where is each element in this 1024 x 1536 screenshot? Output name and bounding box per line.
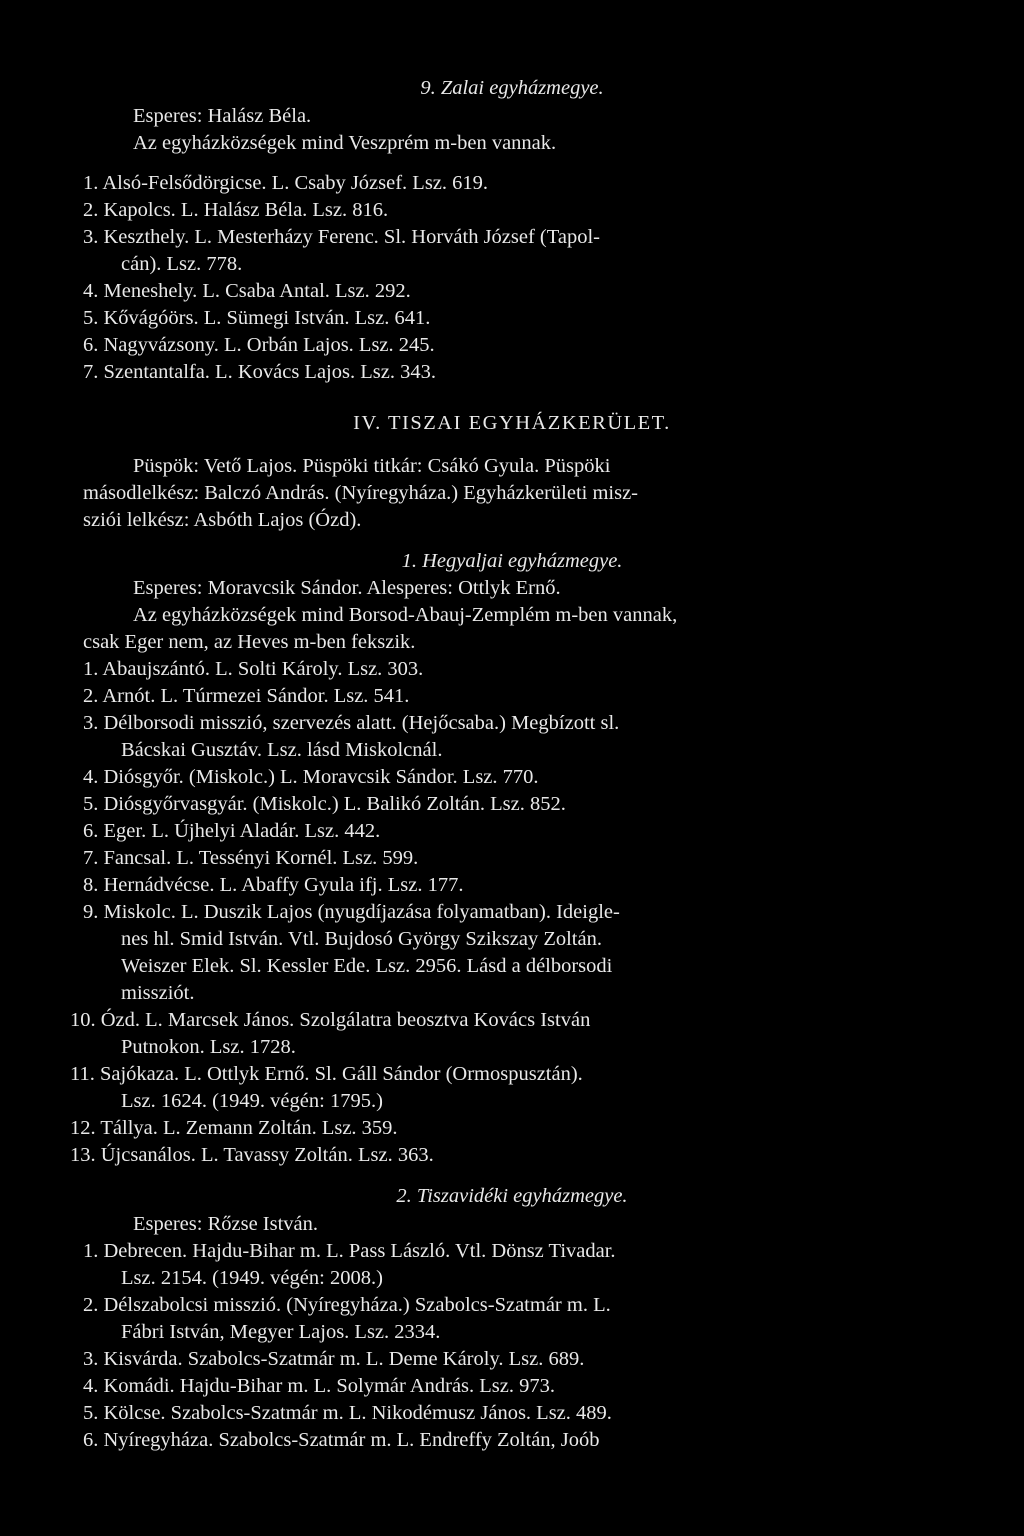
list-item: 1. Alsó-Felsődörgicse. L. Csaby József. Lsz. 619. [83,172,489,194]
text-line: Esperes: Rőzse István. [133,1213,319,1235]
text-line: Esperes: Moravcsik Sándor. Alesperes: Ottlyk Ernő. [133,577,561,599]
list-item: 5. Diósgyőrvasgyár. (Miskolc.) L. Balikó Zoltán. Lsz. 852. [83,793,566,815]
list-item: 3. Délborsodi misszió, szervezés alatt. (Hejőcsaba.) Megbízott sl. [83,712,620,734]
list-item: 2. Arnót. L. Túrmezei Sándor. Lsz. 541. [83,685,410,707]
section-heading: 1. Hegyaljai egyházmegye. [401,550,623,572]
list-item-continuation: Lsz. 2154. (1949. végén: 2008.) [121,1267,383,1289]
list-item-continuation: missziót. [121,982,195,1004]
list-item: 3. Kisvárda. Szabolcs-Szatmár m. L. Deme Károly. Lsz. 689. [83,1348,585,1370]
list-item-continuation: Weiszer Elek. Sl. Kessler Ede. Lsz. 2956. Lásd a délborsodi [121,955,613,977]
list-item-continuation: cán). Lsz. 778. [121,253,243,275]
list-item-continuation: Lsz. 1624. (1949. végén: 1795.) [121,1090,383,1112]
list-item: 3. Keszthely. L. Mesterházy Ferenc. Sl. Horváth József (Tapol- [83,226,600,248]
text-line: másodlelkész: Balczó András. (Nyíregyháza.) Egyházkerületi misz- [83,482,639,504]
list-item: 9. Miskolc. L. Duszik Lajos (nyugdíjazása folyamatban). Ideigle- [83,901,620,923]
list-item: 6. Eger. L. Újhelyi Aladár. Lsz. 442. [83,820,381,842]
list-item: 12. Tállya. L. Zemann Zoltán. Lsz. 359. [70,1117,398,1139]
list-item: 4. Meneshely. L. Csaba Antal. Lsz. 292. [83,280,411,302]
list-item: 7. Fancsal. L. Tessényi Kornél. Lsz. 599. [83,847,419,869]
list-item: 7. Szentantalfa. L. Kovács Lajos. Lsz. 343. [83,361,436,383]
text-line: Az egyházközségek mind Borsod-Abauj-Zemplém m-ben vannak, [133,604,678,626]
section-heading: 9. Zalai egyházmegye. [420,77,604,99]
list-item: 5. Kölcse. Szabolcs-Szatmár m. L. Nikodémusz János. Lsz. 489. [83,1402,612,1424]
list-item: 6. Nagyvázsony. L. Orbán Lajos. Lsz. 245. [83,334,435,356]
list-item: 4. Komádi. Hajdu-Bihar m. L. Solymár András. Lsz. 973. [83,1375,556,1397]
list-item: 2. Kapolcs. L. Halász Béla. Lsz. 816. [83,199,389,221]
section-heading: 2. Tiszavidéki egyházmegye. [396,1185,628,1207]
list-item-continuation: Bácskai Gusztáv. Lsz. lásd Miskolcnál. [121,739,443,761]
list-item-continuation: Fábri István, Megyer Lajos. Lsz. 2334. [121,1321,441,1343]
text-line: sziói lelkész: Asbóth Lajos (Ózd). [83,509,362,531]
text-line: Püspök: Vető Lajos. Püspöki titkár: Csákó Gyula. Püspöki [133,455,611,477]
list-item-continuation: Putnokon. Lsz. 1728. [121,1036,296,1058]
district-heading: IV. TISZAI EGYHÁZKERÜLET. [353,412,671,434]
list-item: 1. Abaujszántó. L. Solti Károly. Lsz. 303. [83,658,424,680]
list-item: 6. Nyíregyháza. Szabolcs-Szatmár m. L. Endreffy Zoltán, Joób [83,1429,600,1451]
list-item: 2. Délszabolcsi misszió. (Nyíregyháza.) Szabolcs-Szatmár m. L. [83,1294,611,1316]
text-line: csak Eger nem, az Heves m-ben fekszik. [83,631,416,653]
text-line: Az egyházközségek mind Veszprém m-ben vannak. [133,132,557,154]
list-item: 4. Diósgyőr. (Miskolc.) L. Moravcsik Sándor. Lsz. 770. [83,766,539,788]
list-item: 1. Debrecen. Hajdu-Bihar m. L. Pass László. Vtl. Dönsz Tivadar. [83,1240,616,1262]
list-item: 8. Hernádvécse. L. Abaffy Gyula ifj. Lsz. 177. [83,874,464,896]
list-item: 13. Újcsanálos. L. Tavassy Zoltán. Lsz. 363. [70,1144,434,1166]
list-item: 5. Kővágóörs. L. Sümegi István. Lsz. 641. [83,307,431,329]
text-line: Esperes: Halász Béla. [133,105,312,127]
list-item: 10. Ózd. L. Marcsek János. Szolgálatra beosztva Kovács István [70,1009,591,1031]
list-item: 11. Sajókaza. L. Ottlyk Ernő. Sl. Gáll Sándor (Ormospusztán). [70,1063,583,1085]
list-item-continuation: nes hl. Smid István. Vtl. Bujdosó György Szikszay Zoltán. [121,928,602,950]
